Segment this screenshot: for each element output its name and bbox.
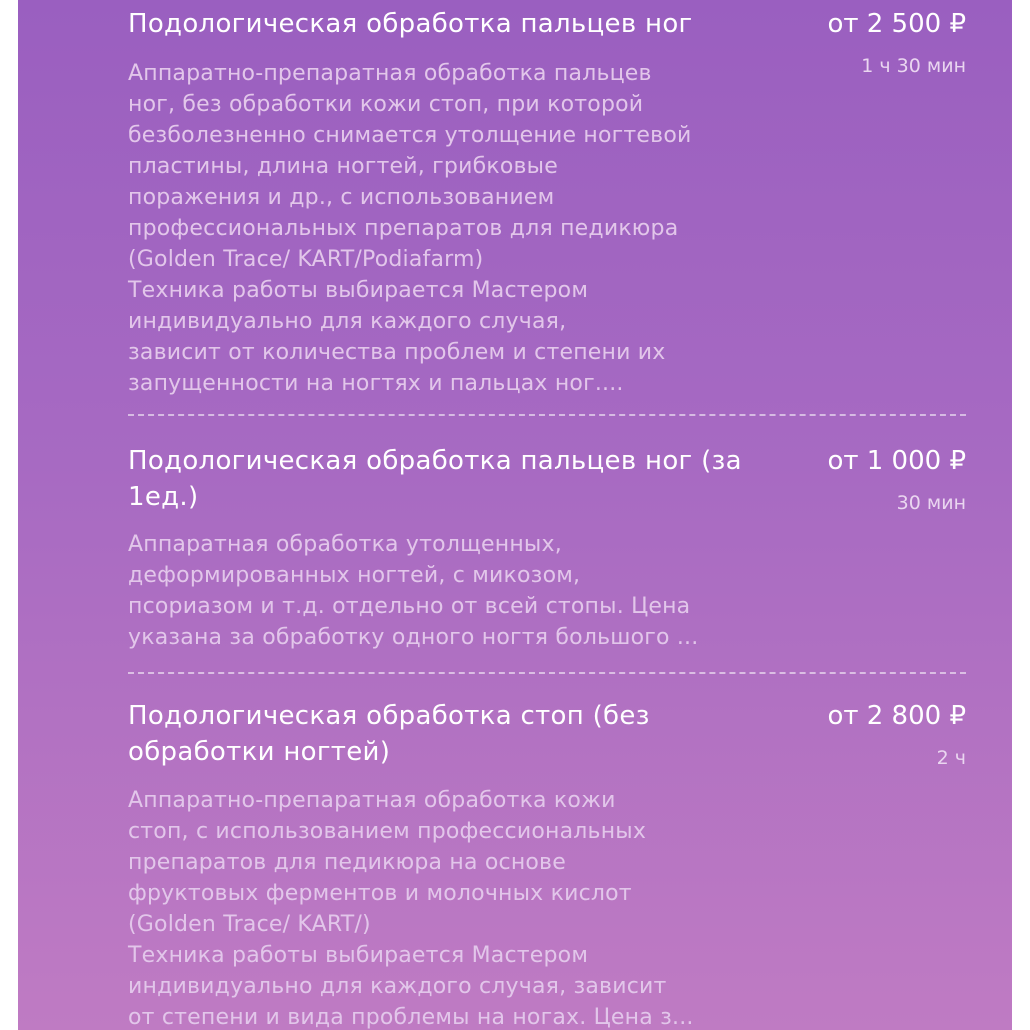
service-item[interactable] [128, 698, 966, 1030]
service-item[interactable] [128, 443, 966, 663]
service-duration: 2 ч [936, 747, 966, 769]
service-description: Аппаратная обработка утолщенных, деформированных ногтей, с микозом, псориазом и т.д. отдельно от всей стопы. Цена указана за обработку одного ногтя большого ... [128, 532, 699, 650]
service-description: Аппаратно-препаратная обработка кожи стоп, с использованием профессиональных препаратов для педикюра на основе фруктовых ферментов и молочных кислот (Golden Trace/ KART/) Техника работы выбирается Мастером индивидуально для каждого случая, зависит от степени и вида проблемы на ногах. Цена з... [128, 788, 694, 1030]
service-duration: 30 мин [896, 492, 966, 514]
service-item[interactable] [128, 6, 966, 406]
service-description: Аппаратно-препаратная обработка пальцев ног, без обработки кожи стоп, при которой безболезненно снимается утолщение ногтевой пластины, длина ногтей, грибковые поражения и др., с использованием профессиональных препаратов для педикюра (Golden Trace/ KART/Podiafarm) Техника работы выбирается Мастером индивидуально для каждого случая, зависит от количества проблем и степени их запущенности на ногтях и пальцах ног.... [128, 61, 692, 396]
services-panel [18, 0, 1012, 1030]
dashed-divider [128, 414, 966, 416]
service-price: от 2 500 ₽ [827, 9, 966, 39]
dashed-divider [128, 672, 966, 674]
service-price: от 1 000 ₽ [827, 446, 966, 476]
service-price: от 2 800 ₽ [827, 701, 966, 731]
service-title[interactable]: Подологическая обработка пальцев ног [128, 9, 693, 39]
service-title[interactable]: Подологическая обработка стоп (без обработки ногтей) [128, 701, 650, 767]
service-title[interactable]: Подологическая обработка пальцев ног (за 1ед.) [128, 446, 742, 512]
service-duration: 1 ч 30 мин [861, 55, 966, 77]
